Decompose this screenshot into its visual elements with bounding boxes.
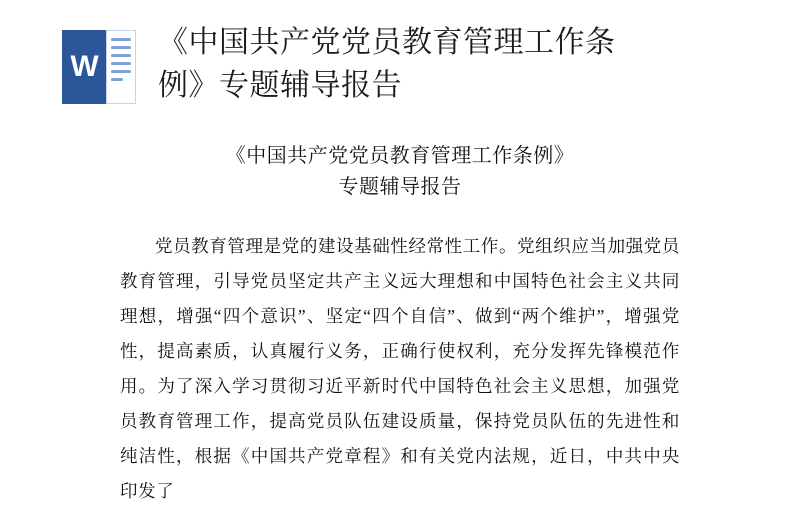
document-header — [0, 0, 800, 107]
document-title-line-2: 专题辅导报告 — [338, 176, 462, 199]
word-icon-line — [111, 62, 131, 65]
word-icon-lines — [106, 30, 136, 104]
document-title — [120, 141, 680, 203]
document-body — [90, 141, 710, 509]
word-icon-line — [111, 38, 131, 41]
document-title-line-1: 《中国共产党党员教育管理工作条例》 — [225, 145, 575, 168]
word-icon-line — [111, 70, 131, 73]
word-icon-badge — [62, 30, 106, 104]
word-icon-letter: W — [70, 50, 98, 83]
word-icon-line — [111, 46, 131, 49]
word-document-icon — [62, 30, 136, 104]
word-icon-line — [111, 78, 123, 81]
page-title: 《中国共产党党员教育管理工作条例》专题辅导报告 — [158, 26, 616, 102]
document-paragraph: 党员教育管理是党的建设基础性经常性工作。党组织应当加强党员教育管理，引导党员坚定共产主义远大理想和中国特色社会主义共同理想，增强“四个意识”、坚定“四个自信”、做到“两个维护”，增强党性，提高素质，认真履行义务，正确行使权利，充分发挥先锋模范作用。为了深入学习贯彻习近平新时代中国特色社会主义思想，加强党员教育管理工作，提高党员队伍建设质量，保持党员队伍的先进性和纯洁性，根据《中国共产党章程》和有关党内法规，近日，中共中央印发了 — [120, 236, 680, 502]
word-icon-line — [111, 54, 131, 57]
